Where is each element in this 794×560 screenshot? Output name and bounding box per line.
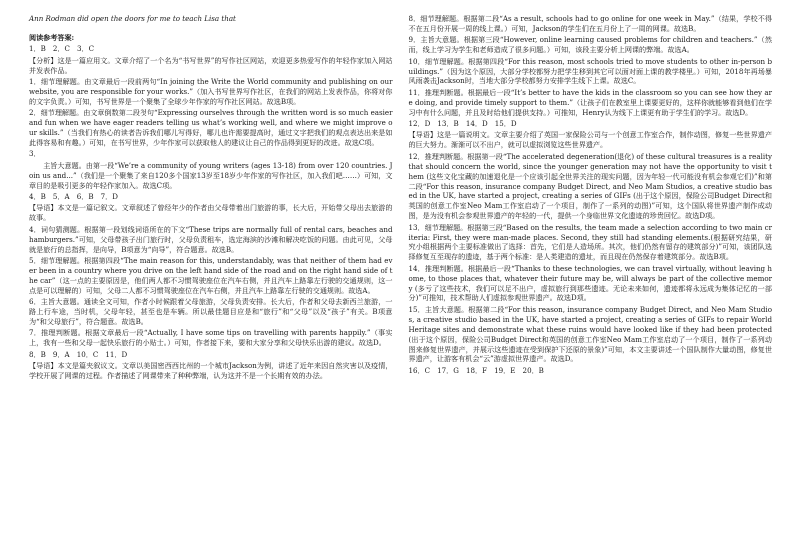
paragraph: 11．推理判断题。根据最后一段“It’s better to have the kids in the classroom so you can see how they are doing, and provide timely support to them.”（让孩子们在教室里上课要更好的，这样你就能够看到他们在学习中有什么问题，并且及时给他们提供支持。）可推知，Henry认为线下上课更有助于学生们的学习。故选D。 bbox=[408, 87, 772, 117]
left-column bbox=[29, 14, 393, 560]
paragraph: 6．主旨大意题。通读全文可知，作者小时候跟着父母旅游，父母负责安排。长大后，作者和父母去新西兰旅游，一路上行车途，当时机，父母年轻，甚至也是车辆。所以最佳题目应是和“旅行”和“父母”以及“孩子”有关。B项意为“和父母旅行”，符合题意。故选B。 bbox=[29, 297, 393, 326]
paragraph: 1．B 2．C 3．C bbox=[29, 44, 95, 54]
paragraph: 9．主旨大意题。根据第三段“However, online learning caused problems for children and teachers.”（然而，线上学习为学生和老师造成了很多问题。）可知，该段主要分析上网课的弊端。故选A。 bbox=[408, 35, 772, 55]
paragraph: 10．细节理解题。根据第四段“For this reason, most schools tried to move students to other in-person buildings.”（因为这个原因，大部分学校都努力把学生移到其它可以面对面上课的教学楼里。）可知，2018年再场暴风雨袭击Jackson时，当地大部分学校都努力安排学生线下上课。故选C。 bbox=[408, 56, 772, 86]
paragraph: 【分析】这是一篇应用文。文章介绍了一个名为“书写世界”的写作社区网站，欢迎更多热爱写作的年轻作家加入网站并发表作品。 bbox=[29, 55, 393, 75]
paragraph: 5．细节理解题。根据第四段“The main reason for this, understandably, was that neither of them had ever been in a country where you drive on the left hand side of the road and on the right hand side of the car”（这一点的主要原因是，他们两人都不习惯驾驶座位在汽车右侧，并且汽车上路靠左行驶的交通规则，这一点是可以理解的）可知，父母二人都不习惯驾驶座位在汽车右侧，并且汽车上路靠左行驶的交通规则。故选A。 bbox=[29, 255, 393, 295]
paragraph: 16．C 17．G 18．F 19．E 20．B bbox=[408, 365, 544, 375]
paragraph: 14．推理判断题。根据最后一段“Thanks to these technologies, we can travel virtually, without leaving home, to those places that, whatever their future may be, will always be part of the collective memory (多亏了这些技术，我们可以足不出户，虚拟旅行到那些遗迹。无论未来如何，遗迹都将永远成为集体记忆的一部分)”可推知，技术帮助人们虚拟参观世界遗产。故选D项。 bbox=[408, 263, 772, 303]
paragraph: 【导语】这是一篇说明文。文章主要介绍了英国一家保险公司与一个创意工作室合作，制作动图，修复一些世界遗产的巨大努力。渐渐可以不出户，就可以虚拟浏览这些世界遗产。 bbox=[408, 130, 772, 150]
paragraph: 8．B 9．A 10．C 11．D bbox=[29, 349, 128, 359]
paragraph: 12．推理判断题。根据第一段“The accelerated degeneration(退化) of these cultural treasures is a reality that should concern the world, since the younger generation may not have the opportunity to visit them (这些文化宝藏的加速退化是一个应该引起全世界关注的现实问题，因为年轻一代可能没有机会参观它们)”和第二段“For this reason, insurance company Budget Direct, and Neo Mam Studios, a creative studio based in the UK, have started a project, creating a series of GIFs (出于这个原因，保险公司Budget Direct和英国的创意工作室Neo Mam工作室启动了一个项目，制作了一系列的动图)”可知，这个国队将世界遗产制作成动图，是为没有机会参观世界遗产的年轻的一代，提供一个身临世界文化遗迹的珍贵回忆。故选D项。 bbox=[408, 151, 775, 221]
paragraph: 4．B 5．A 6．B 7．D bbox=[29, 192, 118, 201]
paragraph: 【导语】本文是篇夹叙议文。文章以美国密西西比州的一个城市Jackson为例，讲述了近年来因自然灾害以及疫情，学校开展了网课的过程。作者描述了网课带来了种种弊端，认为这并不是一个长期有效的办法。 bbox=[29, 361, 393, 380]
paragraph: 7．推理判断题。根据文章最后一段“Actually, I have some tips on travelling with parents happily.”（事实上，我有一些和父母一起快乐旅行的小贴士。）可知，作者接下来，要和大家分享和父母快乐出游的建议。故选D。 bbox=[29, 328, 393, 348]
paragraph bbox=[29, 25, 393, 31]
paragraph: 4．词句猜测题。根据第一段划线词语所在的下文“These trips are normally full of rental cars, beaches and hamburgers.”可知，父母带孩子出门旅行时，父母负责租车，选定海滨的沙滩和解决吃饭的问题。由此可见，父母就是旅行的总指挥，是向导，B项意为“向导”，符合题意。故选B。 bbox=[29, 224, 395, 254]
paragraph: 15．主旨大意题。根据第二段“For this reason, insurance company Budget Direct, and Neo Mam Studios, a creative studio based in the UK, have started a project, creating a series of GIFs to repair World Heritage sites and demonstrate what these ruins would have looked like if they had been protected (出于这个原因，保险公司Budget Direct和英国的创意工作室Neo Mam工作室启动了一个项目，制作了一系列动图来修复世界遗产，并展示这些遗迹在受到保护下还原的景象)”可知，本文主要讲述一个国队制作大量动图，修复世界遗产，让游客有机会“云”游虚拟世界遗产。故选D。 bbox=[408, 304, 775, 364]
paragraph: 2．细节理解题。由文章倒数第二段첫句“Expressing ourselves through the written word is so much easier and fun when we have eager readers telling us what’s working well, and where we might improve our skills.”（当我们有热心的读者告诉我们哪儿写得好，哪儿也许需要提高时，通过文字把我们的观点表达出来是如此得容易和有趣。）可知，在书写世界，少年作家可以获取他人的建议让自己的作品得到更好的改进。故选C项。 bbox=[29, 108, 395, 147]
paragraph: 8．细节理解题。根据第二段“As a result, schools had to go online for one week in May.”（结果，学校不得不在五月份开展一周的线上课。）可知，Jackson的学生们在五月份上了一周的网课。故选B。 bbox=[408, 14, 772, 33]
paragraph: 13．细节理解题。根据第三段“Based on the results, the team made a selection according to two main criteria: First, they were man-made places. Second, they still had standing elements.(根据研究结果，研究小组根据两个主要标准做出了选择：首先，它们是人造场所。其次，他们仍然有留存的建筑部分)”可知，该团队选择修复互至现存的遗迹，基于两个标准：是人类建造的遗址，而且现在仍然保存着建筑部分。故选B项。 bbox=[408, 222, 772, 262]
paragraph: 3． bbox=[29, 149, 41, 159]
paragraph: 【导语】本文是一篇记叙文。文章叙述了曾经年少的作者由父母带着出门旅游的事，长大后，开始带父母出去旅游的故事。 bbox=[29, 203, 393, 223]
right-column bbox=[409, 14, 773, 560]
paragraph: 主旨大意题。由第一段“We’re a community of young writers (ages 13-18) from over 120 countries. Join us and...”（我们是一个聚集了来自120多个国家13岁至18岁少年作家的写作社区，加入我们吧……）可知，文章目的是吸引更多的年轻作家加入。故选C项。 bbox=[29, 160, 393, 190]
paragraph: 阅读参考答案: bbox=[29, 32, 75, 42]
paragraph: 12．D 13．B 14．D 15．D bbox=[408, 119, 517, 129]
paragraph: 1．细节理解题。由文章最后一段前两句“In joining the Write the World community and publishing on our website, you are responsible for your works.”（加入书写世界写作社区，在我们的网站上发表作品，你将对你的文字负责。）可知，书写世界是一个聚集了全球少年作家的写作社区网站。故选B项。 bbox=[29, 77, 395, 106]
paragraph: Ann Rodman did open the doors for me to teach Lisa that bbox=[29, 14, 236, 23]
